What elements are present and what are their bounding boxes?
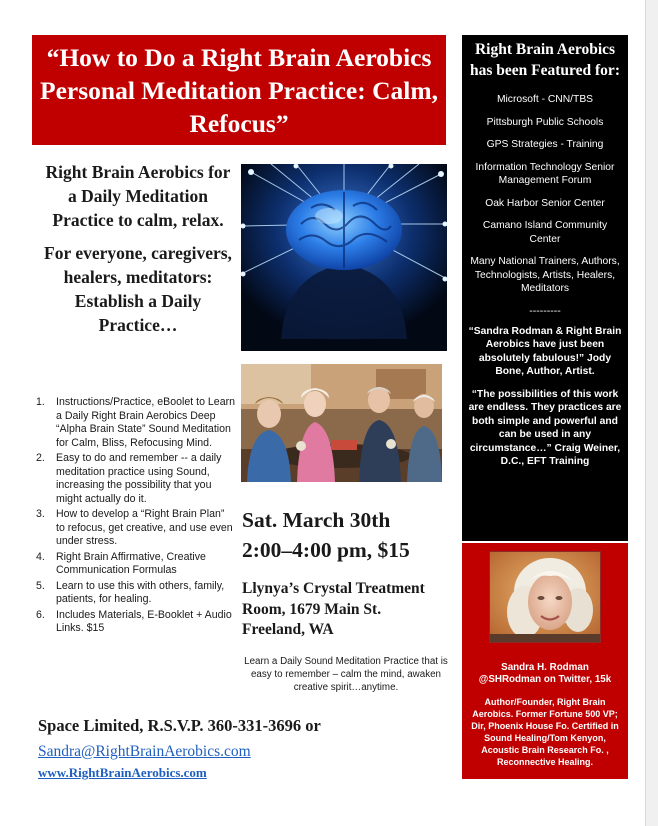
list-item-text: Includes Materials, E-Booklet + Audio Links. $15	[56, 608, 232, 634]
featured-item: Information Technology Senior Management Forum	[475, 161, 615, 186]
featured-item: Camano Island Community Center	[482, 220, 608, 245]
author-portrait	[489, 551, 601, 643]
testimonial-quote: “The possibilities of this work are endless. They practices are both simple and powerful and can be used in any circumstance…” Craig Weiner, D.C., EFT Training	[468, 388, 622, 467]
email-link[interactable]: Sandra@RightBrainAerobics.com	[38, 743, 251, 760]
seniors-photo-illustration	[241, 364, 442, 482]
list-number: 4.	[36, 550, 45, 563]
list-item	[36, 452, 236, 506]
list-number: 5.	[36, 579, 45, 592]
seniors-group-photo	[241, 364, 442, 482]
rsvp-line: Space Limited, R.S.V.P. 360-331-3696 or	[38, 716, 321, 735]
author-twitter-handle: @SHRodman on Twitter, 15k	[478, 674, 612, 685]
event-location: Llynya’s Crystal Treatment Room, 1679 Main St. Freeland, WA	[242, 580, 425, 638]
list-number: 3.	[36, 508, 45, 520]
featured-item: Pittsburgh Public Schools	[486, 116, 604, 128]
list-number: 2.	[36, 452, 45, 464]
author-name: Sandra H. Rodman	[501, 662, 589, 673]
sidebar-divider: ---------	[529, 304, 561, 317]
featured-item: Many National Trainers, Authors, Technologists, Artists, Healers, Meditators	[470, 256, 620, 294]
list-item	[36, 551, 236, 578]
flyer-title-banner	[32, 35, 446, 145]
list-number: 6.	[36, 608, 45, 621]
flyer-title: “How to Do a Right Brain Aerobics Personal Meditation Practice: Calm, Refocus”	[40, 42, 438, 138]
window-scrollbar[interactable]	[646, 0, 658, 826]
benefits-list	[36, 396, 236, 638]
list-number: 1.	[36, 396, 45, 408]
intro-line: Right Brain Aerobics for a Daily Meditation Practice to calm, relax.	[45, 162, 231, 230]
list-item	[36, 396, 236, 450]
featured-heading: Right Brain Aerobics has been Featured for:	[470, 41, 620, 79]
list-item-text: Instructions/Practice, eBoolet to Learn a Daily Right Brain Aerobics Deep “Alpha Brain State” Sound Meditation for Calm, Bliss, Refocusing Mind.	[56, 396, 236, 449]
intro-line: For everyone, caregivers, healers, meditators: Establish a Daily Practice…	[44, 243, 232, 335]
event-tagline: Learn a Daily Sound Meditation Practice that is easy to remember – calm the mind, awaken creative spirit…anytime.	[244, 656, 448, 693]
list-item	[36, 508, 236, 549]
list-item	[36, 580, 236, 607]
event-time-price: 2:00–4:00 pm, $15	[242, 538, 410, 562]
featured-sidebar	[462, 35, 628, 541]
event-date: Sat. March 30th	[242, 508, 391, 532]
list-item-text: Easy to do and remember -- a daily meditation practice using Sound, increasing the possibility that you might actually do it.	[56, 452, 222, 505]
list-item-text: Learn to use this with others, family, patients, for healing.	[56, 579, 225, 605]
list-item-text: How to develop a “Right Brain Plan” to refocus, get creative, and use even under stress.	[56, 508, 233, 547]
author-bio: Author/Founder, Right Brain Aerobics. Former Fortune 500 VP; Dir, Phoenix House Fo. Certified in Sound Healing/Tom Kenyon, Acoustic Brain Research Fo. , Reconnective Healing.	[471, 697, 619, 767]
testimonial-quote: “Sandra Rodman & Right Brain Aerobics have just been absolutely fabulous!” Jody Bone, Author, Artist.	[468, 325, 622, 377]
featured-item: Oak Harbor Senior Center	[485, 197, 605, 209]
featured-item: GPS Strategies - Training	[486, 139, 604, 150]
featured-item: Microsoft - CNN/TBS	[496, 94, 594, 105]
intro-text	[42, 160, 234, 346]
list-item-text: Right Brain Affirmative, Creative Communication Formulas	[56, 550, 206, 576]
brain-illustration	[241, 164, 447, 351]
author-portrait-image	[490, 552, 600, 642]
glowing-brain-image	[241, 164, 447, 351]
author-panel	[462, 543, 628, 779]
list-item	[36, 609, 236, 636]
website-link[interactable]: www.RightBrainAerobics.com	[38, 765, 207, 780]
event-datetime	[242, 505, 447, 565]
